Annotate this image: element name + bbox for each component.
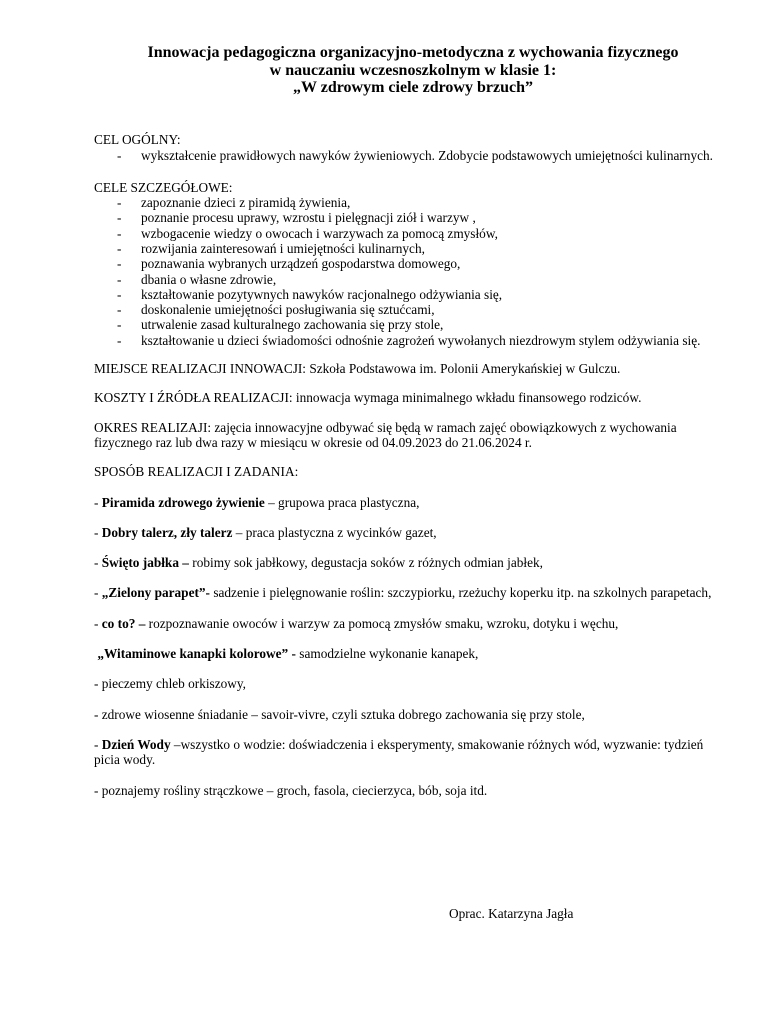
cele-szczegolowe-list	[94, 195, 720, 348]
document-title	[106, 44, 720, 97]
task-description: samodzielne wykonanie kanapek,	[295, 646, 479, 662]
task-description: – grupowa praca plastyczna,	[264, 494, 420, 510]
task-item	[94, 676, 720, 691]
cel-ogolny-list	[94, 147, 720, 164]
task-description: - poznajemy rośliny strączkowe – groch, fasola, ciecierzyca, bób, soja itd.	[94, 782, 488, 798]
task-item	[94, 707, 720, 722]
list-item: - rozwijania zainteresowań i umiejętności kulinarnych,	[94, 241, 720, 256]
task-title: Dzień Wody	[101, 736, 171, 752]
list-item: - poznawania wybranych urządzeń gospodarstwa domowego,	[94, 256, 720, 271]
task-title: „Zielony parapet”-	[101, 585, 210, 601]
list-item: - kształtowanie pozytywnych nawyków racjonalnego odżywiania się,	[94, 287, 720, 302]
okres-realizacji: OKRES REALIZAJI: zajęcia innowacyjne odbywać się będą w ramach zajęć obowiązkowych z wychowania fizycznego raz lub dwa razy w miesiącu w okresie od 04.09.2023 do 21.06.2024 r.	[94, 419, 677, 450]
task-prefix: -	[94, 494, 102, 510]
task-title: „Witaminowe kanapki kolorowe” -	[97, 646, 296, 662]
cel-ogolny-heading: CEL OGÓLNY:	[94, 131, 181, 147]
list-item: - doskonalenie umiejętności posługiwania się sztućcami,	[94, 302, 720, 317]
task-prefix: -	[94, 555, 102, 571]
task-item	[94, 646, 720, 661]
title-line-2: w nauczaniu wczesnoszkolnym w klasie 1:	[269, 61, 557, 79]
cele-szczegolowe-heading: CELE SZCZEGÓŁOWE:	[94, 179, 233, 195]
task-description: sadzenie i pielęgnowanie roślin: szczypiorku, rzeżuchy koperku itp. na szkolnych parapetach,	[210, 585, 712, 601]
task-title: co to? –	[101, 615, 146, 631]
list-item: - poznanie procesu uprawy, wzrostu i pielęgnacji ziół i warzyw ,	[94, 210, 720, 225]
document-page	[94, 44, 720, 798]
task-description: - pieczemy chleb orkiszowy,	[94, 676, 246, 692]
task-description: - zdrowe wiosenne śniadanie – savoir-vivre, czyli sztuka dobrego zachowania się przy stole,	[94, 706, 585, 722]
tasks-list	[94, 480, 720, 798]
task-item	[94, 783, 720, 798]
list-item: - utrwalenie zasad kulturalnego zachowania się przy stole,	[94, 317, 720, 332]
title-line-1: Innowacja pedagogiczna organizacyjno-metodyczna z wychowania fizycznego	[147, 44, 679, 61]
task-item	[94, 585, 720, 600]
task-title: Święto jabłka –	[101, 555, 189, 571]
signature: Oprac. Katarzyna Jagła	[449, 906, 574, 921]
list-item: - wykształcenie prawidłowych nawyków żywieniowych. Zdobycie podstawowych umiejętności kulinarnych.	[94, 147, 720, 164]
task-prefix: -	[94, 524, 102, 540]
list-item: - dbania o własne zdrowie,	[94, 272, 720, 287]
list-item: - kształtowanie u dzieci świadomości odnośnie zagrożeń wywołanych niezdrowym stylem odżywiania się.	[94, 333, 720, 348]
list-item: - wzbogacenie wiedzy o owocach i warzywach za pomocą zmysłów,	[94, 226, 720, 241]
task-prefix: -	[94, 615, 102, 631]
task-title: Piramida zdrowego żywienie	[101, 494, 265, 510]
task-item	[94, 616, 720, 631]
task-prefix: -	[94, 736, 102, 752]
task-item	[94, 495, 720, 510]
task-title: Dobry talerz, zły talerz	[101, 524, 233, 540]
list-item: - zapoznanie dzieci z piramidą żywienia,	[94, 195, 720, 210]
task-description: –wszystko o wodzie: doświadczenia i eksperymenty, smakowanie różnych wód, wyzwanie: tydzień picia wody.	[94, 736, 704, 768]
task-description: rozpoznawanie owoców i warzyw za pomocą zmysłów smaku, wzroku, dotyku i węchu,	[145, 615, 619, 631]
task-item	[94, 555, 720, 570]
task-description: – praca plastyczna z wycinków gazet,	[232, 524, 437, 540]
task-prefix: -	[94, 585, 102, 601]
koszty-realizacji: KOSZTY I ŹRÓDŁA REALIZACJI: innowacja wymaga minimalnego wkładu finansowego rodziców.	[94, 390, 642, 406]
task-item	[94, 525, 720, 540]
task-description: robimy sok jabłkowy, degustacja soków z różnych odmian jabłek,	[188, 555, 543, 571]
title-line-3: „W zdrowym ciele zdrowy brzuch”	[293, 79, 533, 96]
sposob-heading: SPOSÓB REALIZACJI I ZADANIA:	[94, 464, 299, 480]
task-item	[94, 737, 720, 768]
miejsce-realizacji: MIEJSCE REALIZACJI INNOWACJI: Szkoła Podstawowa im. Polonii Amerykańskiej w Gulczu.	[94, 361, 621, 377]
